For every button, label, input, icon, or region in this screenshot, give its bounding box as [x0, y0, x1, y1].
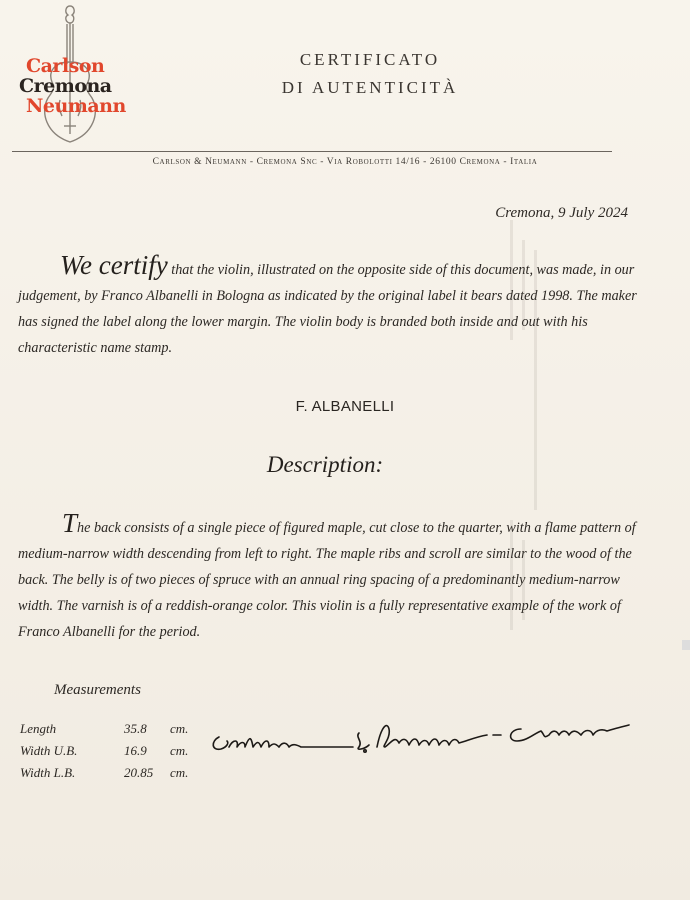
description-text: he back consists of a single piece of figured maple, cut close to the quarter, with a flame pattern of medium-narrow width descending from left to right. The maple ribs and scroll are similar to the wood of the back. The belly is of two pieces of spruce with an annual ring spacing of a predominantly medium-narrow width. The varnish is of a reddish-orange color. This violin is a fully representative example of the work of Franco Albanelli for the period.	[18, 520, 636, 640]
measurement-row	[20, 740, 200, 762]
issue-date: Cremona, 9 July 2024	[495, 205, 628, 221]
title-line-1: CERTIFICATO	[299, 50, 441, 69]
measurement-value: 20.85	[124, 765, 154, 780]
measurement-label: Length	[20, 721, 57, 736]
measurements-heading: Measurements	[54, 682, 141, 698]
description-heading: Description:	[266, 452, 384, 477]
measurement-row	[20, 718, 200, 740]
certificate-title	[250, 46, 490, 102]
measurements-table	[20, 718, 200, 784]
company-address: Carlson & Neumann - Cremona Snc - Via Robolotti 14/16 - 26100 Cremona - Italia	[152, 157, 538, 167]
header-divider	[12, 151, 612, 152]
measurement-row	[20, 762, 200, 784]
stamp-watermark	[500, 220, 570, 640]
logo-word-cremona: Cremona	[19, 75, 112, 97]
measurement-unit: cm.	[170, 765, 189, 780]
title-line-2: DI AUTENTICITÀ	[281, 78, 459, 97]
logo-word-carlson: Carlson	[26, 55, 105, 77]
measurement-unit: cm.	[170, 743, 189, 758]
measurement-value: 16.9	[124, 743, 147, 758]
certification-lead: We certify	[60, 250, 168, 280]
handwritten-signature	[205, 707, 635, 757]
logo-word-neumann: Neumann	[26, 95, 126, 117]
paper-edge-mark	[682, 640, 690, 650]
measurement-value: 35.8	[124, 721, 147, 736]
measurement-label: Width U.B.	[20, 743, 78, 758]
measurement-unit: cm.	[170, 721, 189, 736]
company-logo	[14, 2, 134, 147]
measurement-label: Width L.B.	[20, 765, 76, 780]
certification-text: that the violin, illustrated on the opposite side of this document, was made, in our judgement, by Franco Albanelli in Bologna as indicated by the original label it bears dated 1998. The maker has signed the label along the lower margin. The violin body is branded both inside and out with his characteristic name stamp.	[18, 262, 637, 356]
maker-name: F. ALBANELLI	[295, 398, 395, 415]
description-lead: T	[62, 508, 78, 538]
